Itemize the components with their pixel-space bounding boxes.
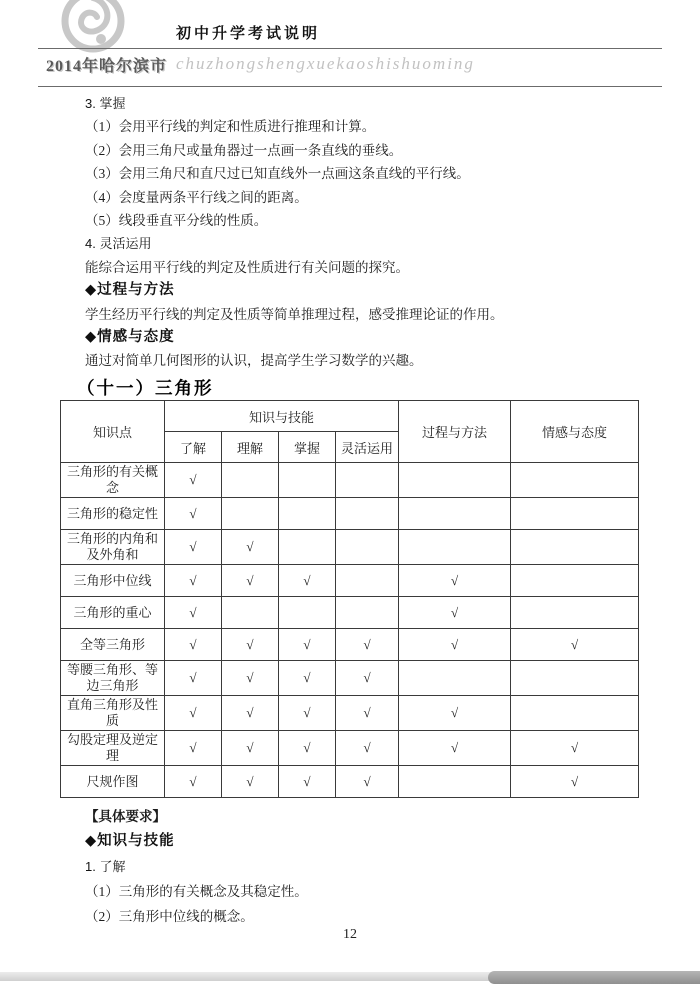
empty-cell: [222, 498, 279, 530]
knowledge-point-cell: 直角三角形及性质: [61, 696, 165, 731]
check-mark: √: [222, 629, 279, 661]
empty-cell: [399, 530, 511, 565]
check-mark: √: [336, 629, 399, 661]
col-level-understand: 理解: [222, 432, 279, 463]
empty-cell: [222, 463, 279, 498]
check-mark: √: [165, 463, 222, 498]
knowledge-point-cell: 三角形的稳定性: [61, 498, 165, 530]
header-rule-bottom: [38, 86, 662, 87]
pinyin-watermark: chuzhongshengxuekaoshishuoming: [176, 54, 475, 73]
empty-cell: [279, 498, 336, 530]
header-rule-top: [38, 48, 662, 49]
knowledge-point-cell: 三角形的有关概念: [61, 463, 165, 498]
check-mark: √: [279, 565, 336, 597]
check-mark: √: [165, 597, 222, 629]
text-line: 1. 了解: [85, 859, 126, 874]
empty-cell: [336, 565, 399, 597]
empty-cell: [279, 597, 336, 629]
check-mark: √: [399, 696, 511, 731]
document-title: 初中升学考试说明: [176, 26, 321, 42]
text-line: 能综合运用平行线的判定及性质进行有关问题的探究。: [85, 259, 409, 275]
text-line: （5）线段垂直平分线的性质。: [85, 213, 268, 229]
text-line: （1）会用平行线的判定和性质进行推理和计算。: [85, 119, 376, 135]
text-line: 4. 灵活运用: [85, 236, 152, 252]
check-mark: √: [222, 766, 279, 798]
empty-cell: [511, 661, 639, 696]
col-group-knowledge-skills: 知识与技能: [165, 401, 399, 432]
section-heading: （十一）三角形: [77, 377, 214, 398]
check-mark: √: [165, 766, 222, 798]
empty-cell: [399, 463, 511, 498]
check-mark: √: [165, 731, 222, 766]
check-mark: √: [222, 565, 279, 597]
check-mark: √: [165, 629, 222, 661]
col-emotion-attitude: 情感与态度: [511, 401, 639, 463]
empty-cell: [336, 597, 399, 629]
empty-cell: [511, 565, 639, 597]
text-line: ◆知识与技能: [85, 833, 175, 849]
table-row: [61, 565, 639, 597]
knowledge-point-cell: 等腰三角形、等边三角形: [61, 661, 165, 696]
empty-cell: [336, 530, 399, 565]
check-mark: √: [511, 629, 639, 661]
text-line: （3）会用三角尺和直尺过已知直线外一点画这条直线的平行线。: [85, 166, 470, 182]
table-row: [61, 661, 639, 696]
check-mark: √: [222, 696, 279, 731]
check-mark: √: [511, 766, 639, 798]
check-mark: √: [222, 731, 279, 766]
empty-cell: [336, 498, 399, 530]
check-mark: √: [336, 661, 399, 696]
knowledge-point-cell: 尺规作图: [61, 766, 165, 798]
table-row: [61, 498, 639, 530]
knowledge-point-cell: 三角形的重心: [61, 597, 165, 629]
check-mark: √: [399, 629, 511, 661]
col-knowledge-point: 知识点: [61, 401, 165, 463]
table-row: [61, 463, 639, 498]
table-row: [61, 766, 639, 798]
col-process-method: 过程与方法: [399, 401, 511, 463]
empty-cell: [511, 498, 639, 530]
table-row: [61, 696, 639, 731]
check-mark: √: [279, 629, 336, 661]
empty-cell: [222, 597, 279, 629]
empty-cell: [279, 530, 336, 565]
text-line: ◆情感与态度: [85, 329, 175, 346]
knowledge-point-cell: 勾股定理及逆定理: [61, 731, 165, 766]
text-line: ◆过程与方法: [85, 282, 175, 299]
knowledge-point-cell: 全等三角形: [61, 629, 165, 661]
check-mark: √: [165, 696, 222, 731]
check-mark: √: [165, 565, 222, 597]
empty-cell: [279, 463, 336, 498]
empty-cell: [511, 696, 639, 731]
check-mark: √: [399, 565, 511, 597]
check-mark: √: [279, 731, 336, 766]
table-header: [61, 401, 639, 463]
text-line: （4）会度量两条平行线之间的距离。: [85, 189, 308, 205]
check-mark: √: [399, 597, 511, 629]
empty-cell: [336, 463, 399, 498]
check-mark: √: [511, 731, 639, 766]
table-row: [61, 597, 639, 629]
text-line: 通过对简单几何图形的认识，提高学生学习数学的兴趣。: [85, 353, 423, 369]
check-mark: √: [279, 661, 336, 696]
edition-label: 2014年哈尔滨市: [46, 58, 168, 75]
empty-cell: [511, 463, 639, 498]
text-line: （2）三角形中位线的概念。: [85, 909, 254, 924]
table-row: [61, 629, 639, 661]
footer-bar-dark: [488, 971, 700, 984]
empty-cell: [399, 766, 511, 798]
check-mark: √: [165, 661, 222, 696]
page-number: 12: [343, 927, 357, 942]
check-mark: √: [336, 696, 399, 731]
check-mark: √: [279, 766, 336, 798]
table-body: [61, 463, 639, 798]
text-line: 【具体要求】: [85, 809, 166, 824]
text-line: 3. 掌握: [85, 96, 126, 111]
check-mark: √: [279, 696, 336, 731]
knowledge-point-cell: 三角形中位线: [61, 565, 165, 597]
empty-cell: [511, 597, 639, 629]
text-line: （2）会用三角尺或量角器过一点画一条直线的垂线。: [85, 142, 403, 158]
col-level-master: 掌握: [279, 432, 336, 463]
table-row: [61, 530, 639, 565]
table-row: [61, 731, 639, 766]
knowledge-point-cell: 三角形的内角和及外角和: [61, 530, 165, 565]
check-mark: √: [399, 731, 511, 766]
check-mark: √: [165, 530, 222, 565]
text-line: （1）三角形的有关概念及其稳定性。: [85, 884, 308, 899]
check-mark: √: [336, 766, 399, 798]
check-mark: √: [222, 661, 279, 696]
col-level-apply: 灵活运用: [336, 432, 399, 463]
empty-cell: [399, 661, 511, 696]
col-level-know: 了解: [165, 432, 222, 463]
empty-cell: [399, 498, 511, 530]
check-mark: √: [336, 731, 399, 766]
table-header-row-1: [61, 401, 639, 432]
check-mark: √: [222, 530, 279, 565]
content-lines: [77, 92, 645, 402]
requirements-lines: [85, 804, 645, 929]
check-mark: √: [165, 498, 222, 530]
text-line: 学生经历平行线的判定及性质等简单推理过程，感受推理论证的作用。: [85, 306, 504, 322]
empty-cell: [511, 530, 639, 565]
triangle-requirements-table: [60, 400, 639, 798]
